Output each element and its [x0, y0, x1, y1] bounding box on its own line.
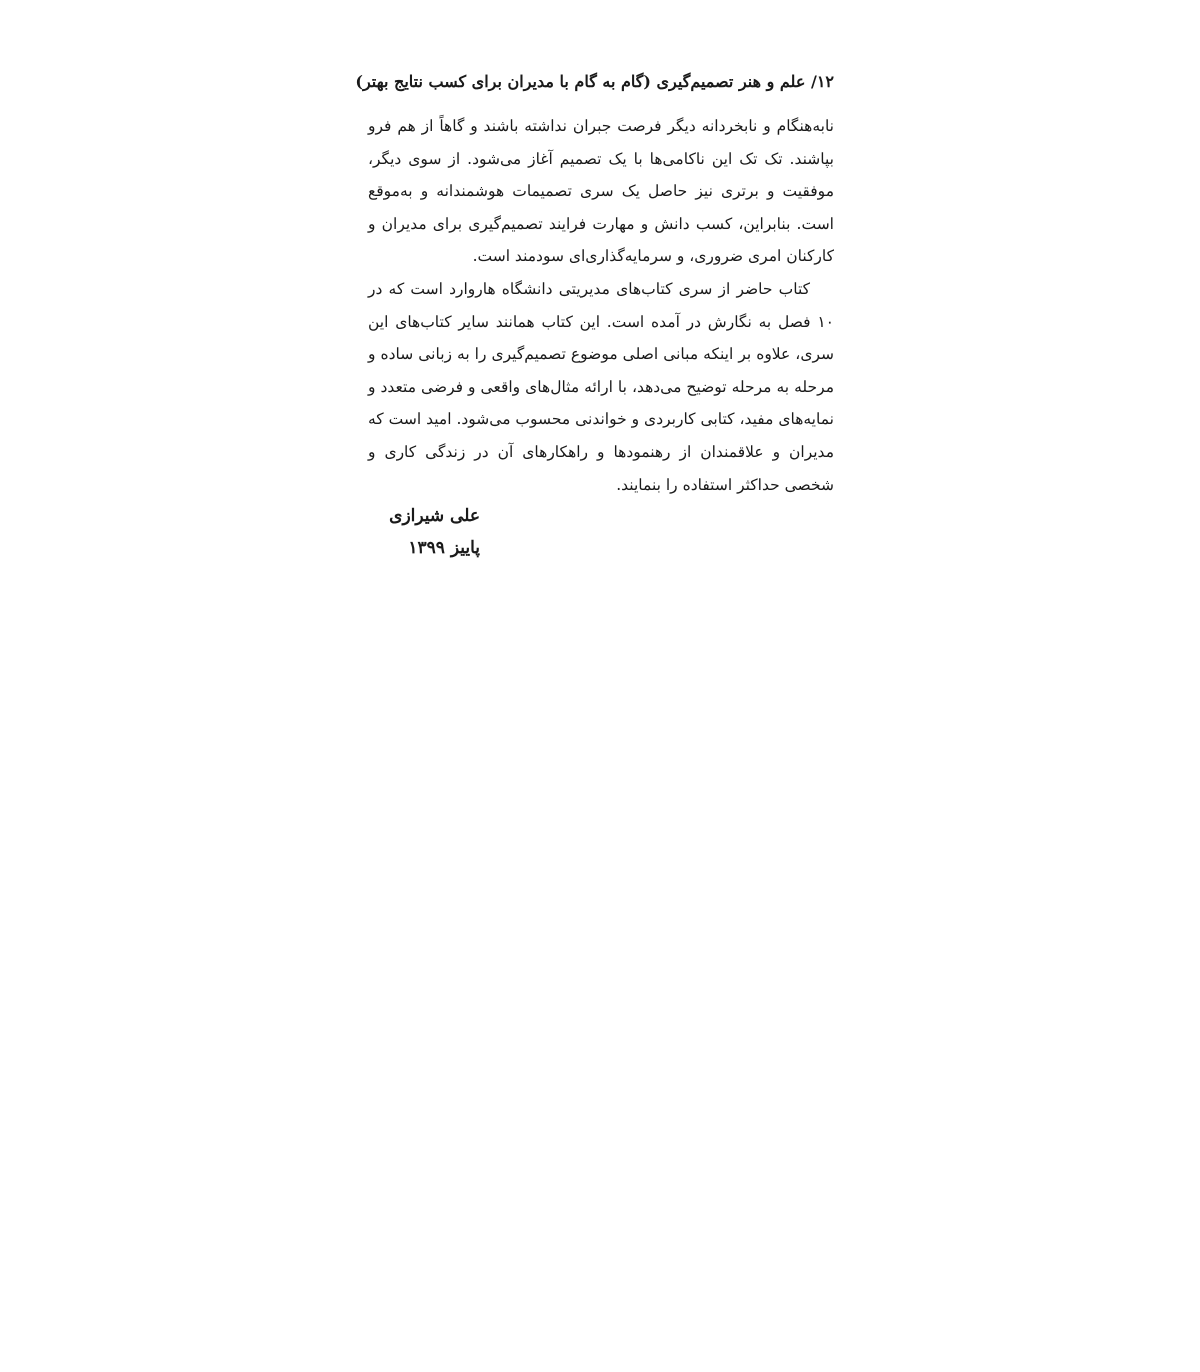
author-name: علی شیرازی: [389, 506, 480, 526]
running-header: ۱۲/ علم و هنر تصمیم‌گیری (گام به گام با مدیران برای کسب نتایج بهتر): [355, 72, 834, 91]
paragraph-1: نابه‌هنگام و نابخردانه دیگر فرصت جبران نداشته باشند و گاهاً از هم فرو بپاشند. تک تک این ناکامی‌ها با یک تصمیم آغاز می‌شود. از سوی دیگر، موفقیت و برتری نیز حاصل یک سری تصمیمات هوشمندانه و به‌موقع است. بنابراین، کسب دانش و مهارت فرایند تصمیم‌گیری برای مدیران و کارکنان امری ضروری، و سرمایه‌گذاری‌ای سودمند است.: [368, 117, 834, 266]
signature-date: پاییز ۱۳۹۹: [408, 538, 480, 558]
paragraph-2: کتاب حاضر از سری کتاب‌های مدیریتی دانشگاه هاروارد است که در ۱۰ فصل به نگارش در آمده است. این کتاب همانند سایر کتاب‌های این سری، علاوه بر اینکه مبانی اصلی موضوع تصمیم‌گیری را به زبانی ساده و مرحله به مرحله توضیح می‌دهد، با ارائه مثال‌های واقعی و فرضی متعدد و نمایه‌های مفید، کتابی کاربردی و خواندنی محسوب می‌شود. امید است که مدیران و علاقمندان از رهنمودها و راهکارهای آن در زندگی کاری و شخصی حداکثر استفاده را بنمایند.: [368, 279, 834, 494]
main-text: [368, 110, 834, 501]
signature-block: [389, 500, 480, 564]
